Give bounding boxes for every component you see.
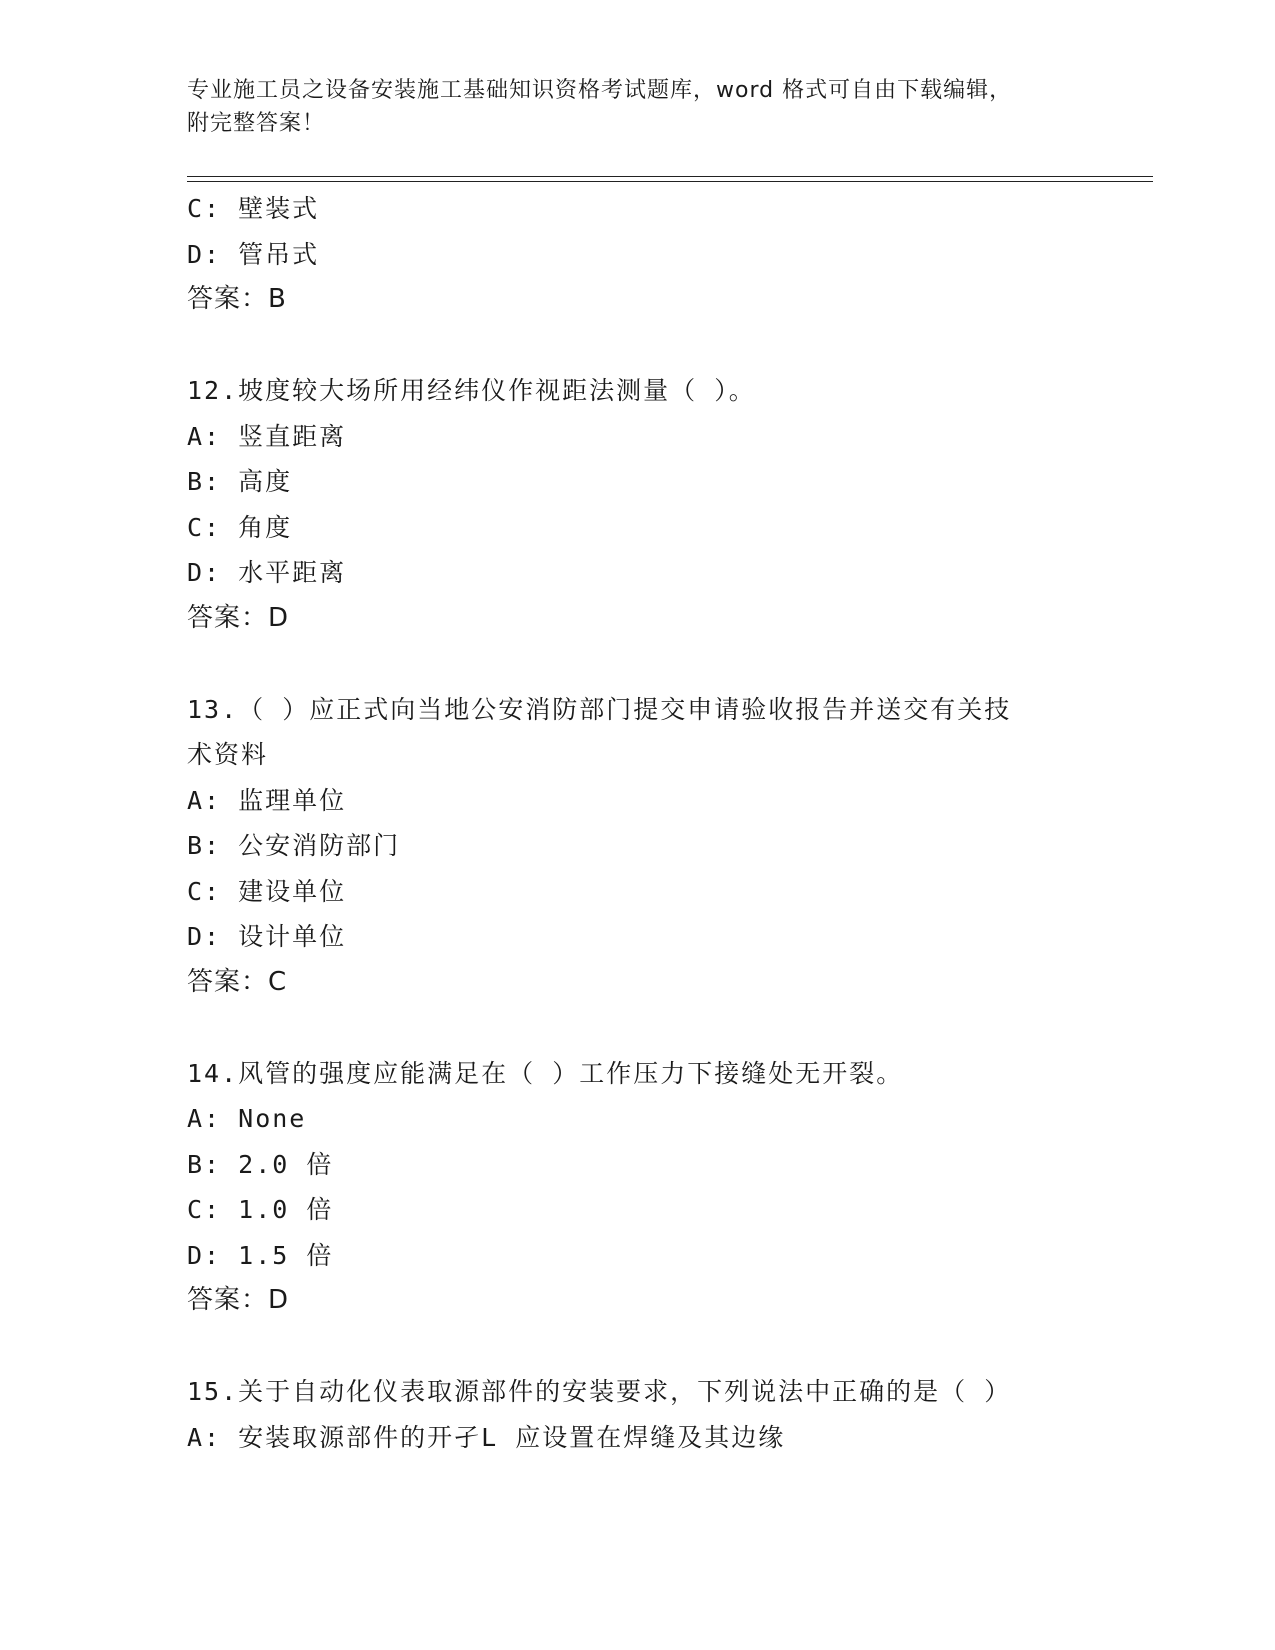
option-c: C: 角度: [187, 512, 293, 542]
spacer: [187, 641, 1087, 687]
option-a: A: 监理单位: [187, 785, 347, 815]
option-c: C: 壁装式: [187, 194, 320, 223]
option-a: A: None: [187, 1104, 307, 1133]
option-a: A: 竖直距离: [187, 421, 347, 451]
question-stem-line-2: 术资料: [187, 740, 269, 769]
option-d: D: 水平距离: [187, 558, 347, 587]
option-a: A: 安装取源部件的开孑L 应设置在焊缝及其边缘: [187, 1422, 786, 1452]
question-11-tail: [187, 186, 1087, 323]
option-b: B: 2.0 倍: [187, 1149, 334, 1179]
option-d: D: 设计单位: [187, 922, 347, 951]
question-stem: 15.关于自动化仪表取源部件的安装要求，下列说法中正确的是（ ）: [187, 1377, 1012, 1406]
question-12: [187, 368, 1087, 641]
option-c: C: 1.0 倍: [187, 1195, 334, 1224]
answer: 答案：D: [187, 602, 290, 633]
document-header: [187, 74, 1087, 140]
header-divider: [187, 176, 1153, 182]
option-b: B: 公安消防部门: [187, 831, 401, 860]
option-d: D: 管吊式: [187, 239, 320, 269]
question-stem-line-1: 13.（ ）应正式向当地公安消防部门提交申请验收报告并送交有关技: [187, 694, 1012, 724]
option-c: C: 建设单位: [187, 876, 347, 906]
question-list: [187, 186, 1087, 1460]
option-b: B: 高度: [187, 467, 293, 496]
option-d: D: 1.5 倍: [187, 1240, 334, 1270]
spacer: [187, 1324, 1087, 1370]
answer: 答案：D: [187, 1285, 290, 1315]
spacer: [187, 1005, 1087, 1051]
question-14: [187, 1051, 1087, 1324]
question-15: [187, 1369, 1087, 1460]
answer: 答案：C: [187, 966, 288, 997]
question-stem: 12.坡度较大场所用经纬仪作视距法测量（ ）。: [187, 376, 756, 405]
spacer: [187, 323, 1087, 369]
answer: 答案：B: [187, 284, 287, 314]
question-stem: 14.风管的强度应能满足在（ ）工作压力下接缝处无开裂。: [187, 1058, 904, 1088]
header-line-1: 专业施工员之设备安装施工基础知识资格考试题库，word 格式可自由下载编辑，: [187, 78, 1013, 103]
header-line-2: 附完整答案！: [187, 111, 326, 136]
question-13: [187, 687, 1087, 1006]
